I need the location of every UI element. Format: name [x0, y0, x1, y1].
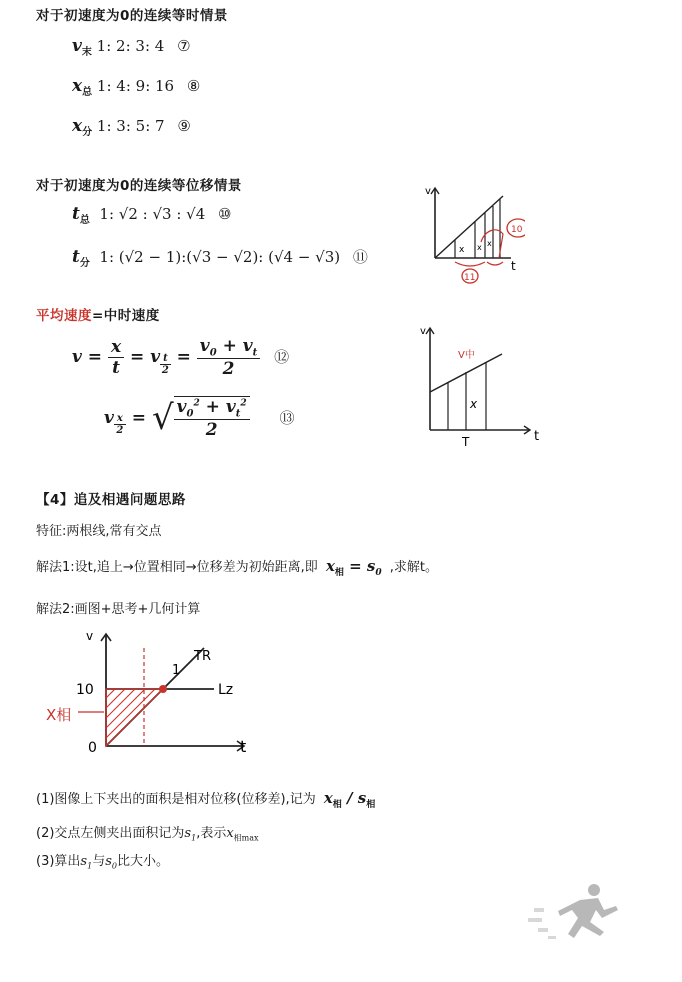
- equation-number: ⑦: [177, 37, 191, 55]
- note-3: (3)算出$s_1$与$s_0$比大小。: [36, 854, 169, 871]
- segment-x-label: x: [459, 245, 465, 255]
- red-mark-11: 11: [464, 273, 476, 283]
- equation-number: ⑬: [279, 408, 295, 427]
- average-velocity-graph: [412, 320, 552, 450]
- method1-line: 解法1:设t,追上→位置相同→位移差为初始距离,即 $x_相 = s_0$ ,求解t。: [36, 557, 439, 578]
- equation-number: ⑩: [218, 205, 232, 223]
- equal-displacement-graph: [415, 180, 525, 290]
- equation-number: ⑫: [274, 348, 290, 367]
- section4-title: 【4】追及相遇问题思路: [36, 492, 186, 508]
- ratio-row-v-end: $v_末$ 1: 2: 3: 4 ⑦: [72, 36, 191, 58]
- equation-number: ⑧: [186, 77, 201, 95]
- var-x: x: [72, 76, 83, 96]
- equation-number: ⑨: [177, 117, 191, 135]
- feature-text: 特征:两根线,常有交点: [36, 524, 162, 539]
- ratio-value: 1: (√2 − 1):(√3 − √2): (√4 − √3): [99, 248, 341, 266]
- method1-suffix: ,求解t。: [389, 560, 439, 575]
- label-10: 10: [76, 682, 94, 698]
- method2-text: 解法2:画图+思考+几何计算: [36, 602, 201, 617]
- ratio-row-t-total: $t_总$ 1: √2 : √3 : √4 ⑩: [72, 204, 232, 226]
- pursuit-graph: [44, 628, 264, 756]
- ratio-value: 1: 3: 5: 7: [96, 117, 165, 135]
- label-x-relative: X相: [46, 706, 72, 724]
- axis-t-label: t: [534, 429, 540, 444]
- mid-position-velocity-equation: v $_{\frac{x}{2}}$ = √ $\frac{v_0^2 + v_t^2}{2}$ ⑬: [104, 397, 295, 441]
- heading-rest: =中时速度: [92, 308, 160, 324]
- ratio-row-x-total: $x_总$ 1: 4: 9: 16 ⑧: [72, 76, 201, 98]
- mid-velocity-label: V中: [458, 350, 475, 361]
- ratio-row-x-part: $x_分$ 1: 3: 5: 7 ⑨: [72, 116, 191, 138]
- var-v: v: [72, 36, 82, 56]
- heading-equal-time: 对于初速度为0的连续等时情景: [36, 8, 228, 24]
- label-lz: Lz: [218, 682, 234, 698]
- segment-x-label: x: [477, 243, 482, 252]
- segment-x-label: x: [487, 239, 492, 248]
- axis-v-label: v: [425, 186, 431, 197]
- runner-logo: [520, 880, 630, 950]
- heading-average-velocity: [36, 304, 160, 324]
- ratio-value: 1: 2: 3: 4: [96, 37, 165, 55]
- axis-t-label: t: [240, 737, 247, 756]
- red-mark-10: 10: [511, 225, 523, 235]
- ratio-value: 1: √2 : √3 : √4: [99, 205, 206, 223]
- note-1: (1)图像上下夹出的面积是相对位移(位移差),记为 $x_相 / s_相$: [36, 789, 376, 810]
- average-velocity-equation: v = $\frac{x}{t}$ = v $_{\frac{t}{2}}$ = $\frac{v_0 + v_t}{2}$ ⑫: [72, 336, 290, 380]
- tick-T-label: T: [462, 435, 470, 449]
- equation-number: ⑪: [352, 248, 368, 266]
- axis-t-label: t: [511, 259, 516, 273]
- axis-v-label: v: [420, 326, 426, 337]
- heading-red-part: 平均速度: [36, 308, 92, 324]
- var-t: t: [72, 204, 80, 224]
- axis-v-label: v: [86, 629, 94, 643]
- ratio-value: 1: 4: 9: 16: [96, 77, 175, 95]
- label-0: 0: [88, 740, 97, 756]
- method1-text: 解法1:设t,追上→位置相同→位移差为初始距离,即: [36, 560, 318, 575]
- area-x-label: x: [470, 397, 478, 411]
- ratio-row-t-part: $t_分$ 1: (√2 − 1):(√3 − √2): (√4 − √3) ⑪: [72, 247, 368, 269]
- label-tr: TR: [194, 649, 211, 664]
- note-2: (2)交点左侧夹出面积记为$s_1$,表示$x_{相max}$: [36, 826, 259, 843]
- var-t: t: [72, 247, 80, 267]
- label-1: 1: [172, 663, 181, 678]
- heading-equal-displacement: 对于初速度为0的连续等位移情景: [36, 178, 242, 194]
- var-x: x: [72, 116, 83, 136]
